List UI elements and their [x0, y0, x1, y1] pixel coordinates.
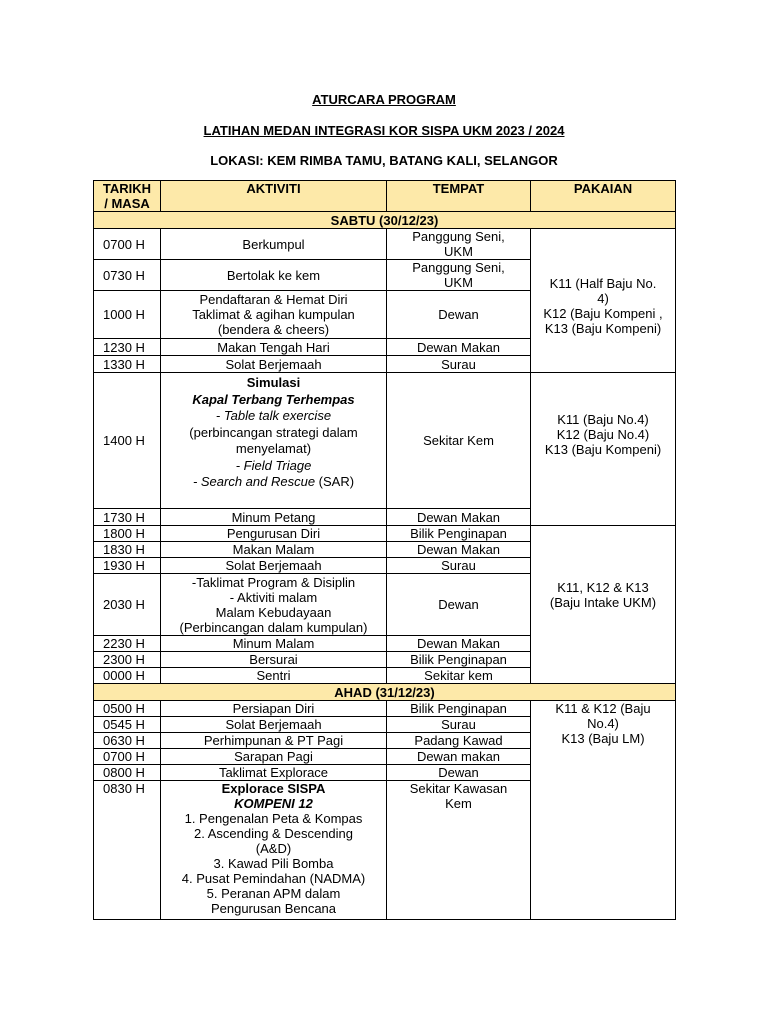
- place-cell: Surau: [387, 356, 531, 373]
- time-cell: 0545 H: [94, 717, 161, 733]
- table-row: [94, 526, 676, 542]
- place-cell: Sekitar kem: [387, 668, 531, 684]
- place-cell: Bilik Penginapan: [387, 701, 531, 717]
- place-cell: Dewan makan: [387, 749, 531, 765]
- column-header-place: TEMPAT: [387, 181, 531, 212]
- activity-cell: Perhimpunan & PT Pagi: [161, 733, 387, 749]
- activity-cell: Simulasi Kapal Terbang Terhempas - Table talk exercise (perbincangan strategi dalam menyelamat) - Field Triage - Search and Rescue (SAR): [161, 373, 387, 509]
- column-header-activity: AKTIVITI: [161, 181, 387, 212]
- place-cell: Dewan: [387, 291, 531, 339]
- table-row: [94, 229, 676, 260]
- place-cell: Bilik Penginapan: [387, 526, 531, 542]
- day-label: SABTU (30/12/23): [94, 212, 676, 229]
- time-cell: 1400 H: [94, 373, 161, 509]
- place-cell: Dewan: [387, 574, 531, 636]
- activity-subtitle: Kapal Terbang Terhempas: [192, 391, 355, 407]
- place-cell: Dewan Makan: [387, 509, 531, 526]
- time-cell: 1330 H: [94, 356, 161, 373]
- activity-cell: Sarapan Pagi: [161, 749, 387, 765]
- time-cell: 2230 H: [94, 636, 161, 652]
- day-label: AHAD (31/12/23): [94, 684, 676, 701]
- time-cell: 1930 H: [94, 558, 161, 574]
- title-heading: ATURCARA PROGRAM: [312, 92, 456, 107]
- place-cell: Panggung Seni, UKM: [387, 260, 531, 291]
- time-cell: 0700 H: [94, 749, 161, 765]
- place-cell: Surau: [387, 717, 531, 733]
- time-cell: 1830 H: [94, 542, 161, 558]
- time-cell: 0800 H: [94, 765, 161, 781]
- place-cell: Dewan Makan: [387, 542, 531, 558]
- time-cell: 2030 H: [94, 574, 161, 636]
- attire-cell: K11 (Baju No.4) K12 (Baju No.4) K13 (Baju Kompeni): [531, 373, 676, 526]
- time-cell: 2300 H: [94, 652, 161, 668]
- activity-cell: Sentri: [161, 668, 387, 684]
- attire-cell: K11, K12 & K13 (Baju Intake UKM): [531, 526, 676, 684]
- place-cell: Sekitar Kem: [387, 373, 531, 509]
- activity-cell: Bersurai: [161, 652, 387, 668]
- time-cell: 0630 H: [94, 733, 161, 749]
- place-cell: Panggung Seni, UKM: [387, 229, 531, 260]
- place-cell: Dewan Makan: [387, 636, 531, 652]
- activity-subtitle: KOMPENI 12: [234, 796, 313, 811]
- subtitle-heading: LATIHAN MEDAN INTEGRASI KOR SISPA UKM 2023 / 2024: [203, 123, 565, 138]
- time-cell: 0830 H: [94, 781, 161, 920]
- activity-title: Explorace SISPA: [221, 781, 326, 796]
- activity-cell: Minum Petang: [161, 509, 387, 526]
- activity-title: Simulasi: [246, 375, 301, 390]
- place-cell: Sekitar Kawasan Kem: [387, 781, 531, 920]
- activity-cell: -Taklimat Program & Disiplin - Aktiviti malam Malam Kebudayaan (Perbincangan dalam kumpulan): [161, 574, 387, 636]
- column-header-time: TARIKH / MASA: [94, 181, 161, 212]
- activity-cell: Minum Malam: [161, 636, 387, 652]
- activity-cell: Solat Berjemaah: [161, 558, 387, 574]
- place-cell: Padang Kawad: [387, 733, 531, 749]
- activity-cell: Solat Berjemaah: [161, 356, 387, 373]
- day-row-ahad: [94, 684, 676, 701]
- activity-cell: Berkumpul: [161, 229, 387, 260]
- time-cell: 0700 H: [94, 229, 161, 260]
- day-row-sabtu: [94, 212, 676, 229]
- activity-cell: Makan Malam: [161, 542, 387, 558]
- place-cell: Surau: [387, 558, 531, 574]
- time-cell: 1800 H: [94, 526, 161, 542]
- time-cell: 0730 H: [94, 260, 161, 291]
- table-row: [94, 701, 676, 717]
- schedule-table: [93, 180, 676, 920]
- activity-cell: Makan Tengah Hari: [161, 339, 387, 356]
- time-cell: 1000 H: [94, 291, 161, 339]
- time-cell: 0000 H: [94, 668, 161, 684]
- activity-cell: Persiapan Diri: [161, 701, 387, 717]
- time-cell: 1730 H: [94, 509, 161, 526]
- activity-cell: Bertolak ke kem: [161, 260, 387, 291]
- time-cell: 1230 H: [94, 339, 161, 356]
- place-cell: Dewan: [387, 765, 531, 781]
- attire-cell: K11 & K12 (Baju No.4) K13 (Baju LM): [531, 701, 676, 920]
- table-header-row: [94, 181, 676, 212]
- location-heading: LOKASI: KEM RIMBA TAMU, BATANG KALI, SELANGOR: [210, 153, 558, 168]
- column-header-attire: PAKAIAN: [531, 181, 676, 212]
- place-cell: Dewan Makan: [387, 339, 531, 356]
- attire-cell: K11 (Half Baju No. 4) K12 (Baju Kompeni , K13 (Baju Kompeni): [531, 229, 676, 373]
- activity-cell: Pengurusan Diri: [161, 526, 387, 542]
- table-row: [94, 373, 676, 509]
- time-cell: 0500 H: [94, 701, 161, 717]
- activity-cell: Explorace SISPA KOMPENI 12 1. Pengenalan Peta & Kompas 2. Ascending & Descending (A&D) 3. Kawad Pili Bomba 4. Pusat Pemindahan (NADMA) 5. Peranan APM dalam Pengurusan Bencana: [161, 781, 387, 920]
- activity-cell: Taklimat Explorace: [161, 765, 387, 781]
- place-cell: Bilik Penginapan: [387, 652, 531, 668]
- activity-cell: Pendaftaran & Hemat Diri Taklimat & agihan kumpulan (bendera & cheers): [161, 291, 387, 339]
- activity-cell: Solat Berjemaah: [161, 717, 387, 733]
